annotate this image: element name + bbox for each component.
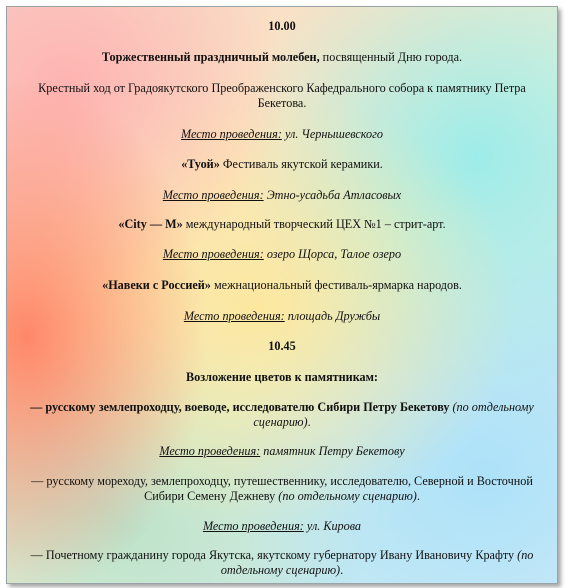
- beketov-line-2: [29, 415, 535, 430]
- venue-label: Место проведения:: [159, 444, 261, 458]
- tuoy-item: [29, 157, 535, 172]
- venue-atlasovykh: [29, 188, 535, 203]
- venue-druzhby: [29, 309, 535, 324]
- venue-value: Этно-усадьба Атласовых: [263, 188, 402, 202]
- venue-chernyshevskogo: [29, 127, 535, 142]
- kraft-line-1: [29, 548, 535, 563]
- dezhnev-note: (по отдельному сценарию): [275, 489, 417, 503]
- kraft-line-2: [29, 563, 535, 578]
- naveki-title: «Навеки с Россией»: [102, 278, 211, 292]
- venue-value: ул. Кирова: [303, 519, 362, 533]
- dezhnev-name: Сибири Семену Дежневу: [144, 489, 276, 503]
- tuoy-desc: Фестиваль якутской керамики.: [219, 157, 383, 171]
- venue-label: Место проведения:: [162, 247, 264, 261]
- dezhnev-end: .: [416, 489, 420, 503]
- city-m-desc: международный творческий ЦЕХ №1 – стрит-арт.: [182, 217, 446, 231]
- venue-kirova: [29, 519, 535, 534]
- kraft-note: (по: [514, 548, 534, 562]
- venue-label: Место проведения:: [181, 127, 282, 141]
- moleben-item: [29, 50, 535, 65]
- moleben-title: Торжественный праздничный молебен,: [101, 50, 320, 64]
- beketov-note-cont: сценарию): [253, 415, 308, 429]
- naveki-desc: межнациональный фестиваль-ярмарка народов.: [210, 278, 462, 292]
- beketov-note: (по отдельному: [449, 400, 534, 414]
- beketov-text: — русскому землепроходцу, воеводе, исследователю Сибири Петру Бекетову: [30, 400, 450, 414]
- venue-label: Место проведения:: [162, 188, 264, 202]
- time-heading-1000: 10.00: [268, 19, 296, 33]
- tuoy-title: «Туой»: [181, 157, 220, 171]
- venue-label: Место проведения:: [183, 309, 285, 323]
- venue-ozero: [29, 247, 535, 262]
- procession-line-2: Бекетова.: [257, 96, 307, 110]
- beketov-line-1: [29, 400, 535, 415]
- time-heading-1045: 10.45: [268, 339, 296, 353]
- beketov-end: .: [307, 415, 311, 429]
- venue-value: озеро Щорса, Талое озеро: [263, 247, 402, 261]
- city-m-item: [29, 217, 535, 232]
- venue-value: ул. Чернышевского: [281, 127, 383, 141]
- dezhnev-line-1: — русскому мореходу, землепроходцу, путешественнику, исследователю, Северной и Восточной: [31, 474, 533, 488]
- procession-line-1: Крестный ход от Градоякутского Преображенского Кафедрального собора к памятнику Петра: [38, 81, 526, 95]
- venue-pamyatnik-beketovu: [29, 444, 535, 459]
- flowers-heading: Возложение цветов к памятникам:: [186, 370, 378, 384]
- moleben-desc: посвященный Дню города.: [319, 50, 463, 64]
- venue-value: памятник Петру Бекетову: [260, 444, 405, 458]
- dezhnev-line-2: [29, 489, 535, 504]
- kraft-text: — Почетному гражданину города Якутска, якутскому губернатору Ивану Ивановичу Крафту: [30, 548, 515, 562]
- naveki-item: [29, 278, 535, 293]
- venue-value: площадь Дружбы: [284, 309, 381, 323]
- kraft-note-cont: отдельному сценарию): [220, 563, 341, 577]
- city-m-title: «City — M»: [118, 217, 183, 231]
- program-page: [6, 6, 558, 584]
- kraft-end: .: [340, 563, 344, 577]
- venue-label: Место проведения:: [202, 519, 304, 533]
